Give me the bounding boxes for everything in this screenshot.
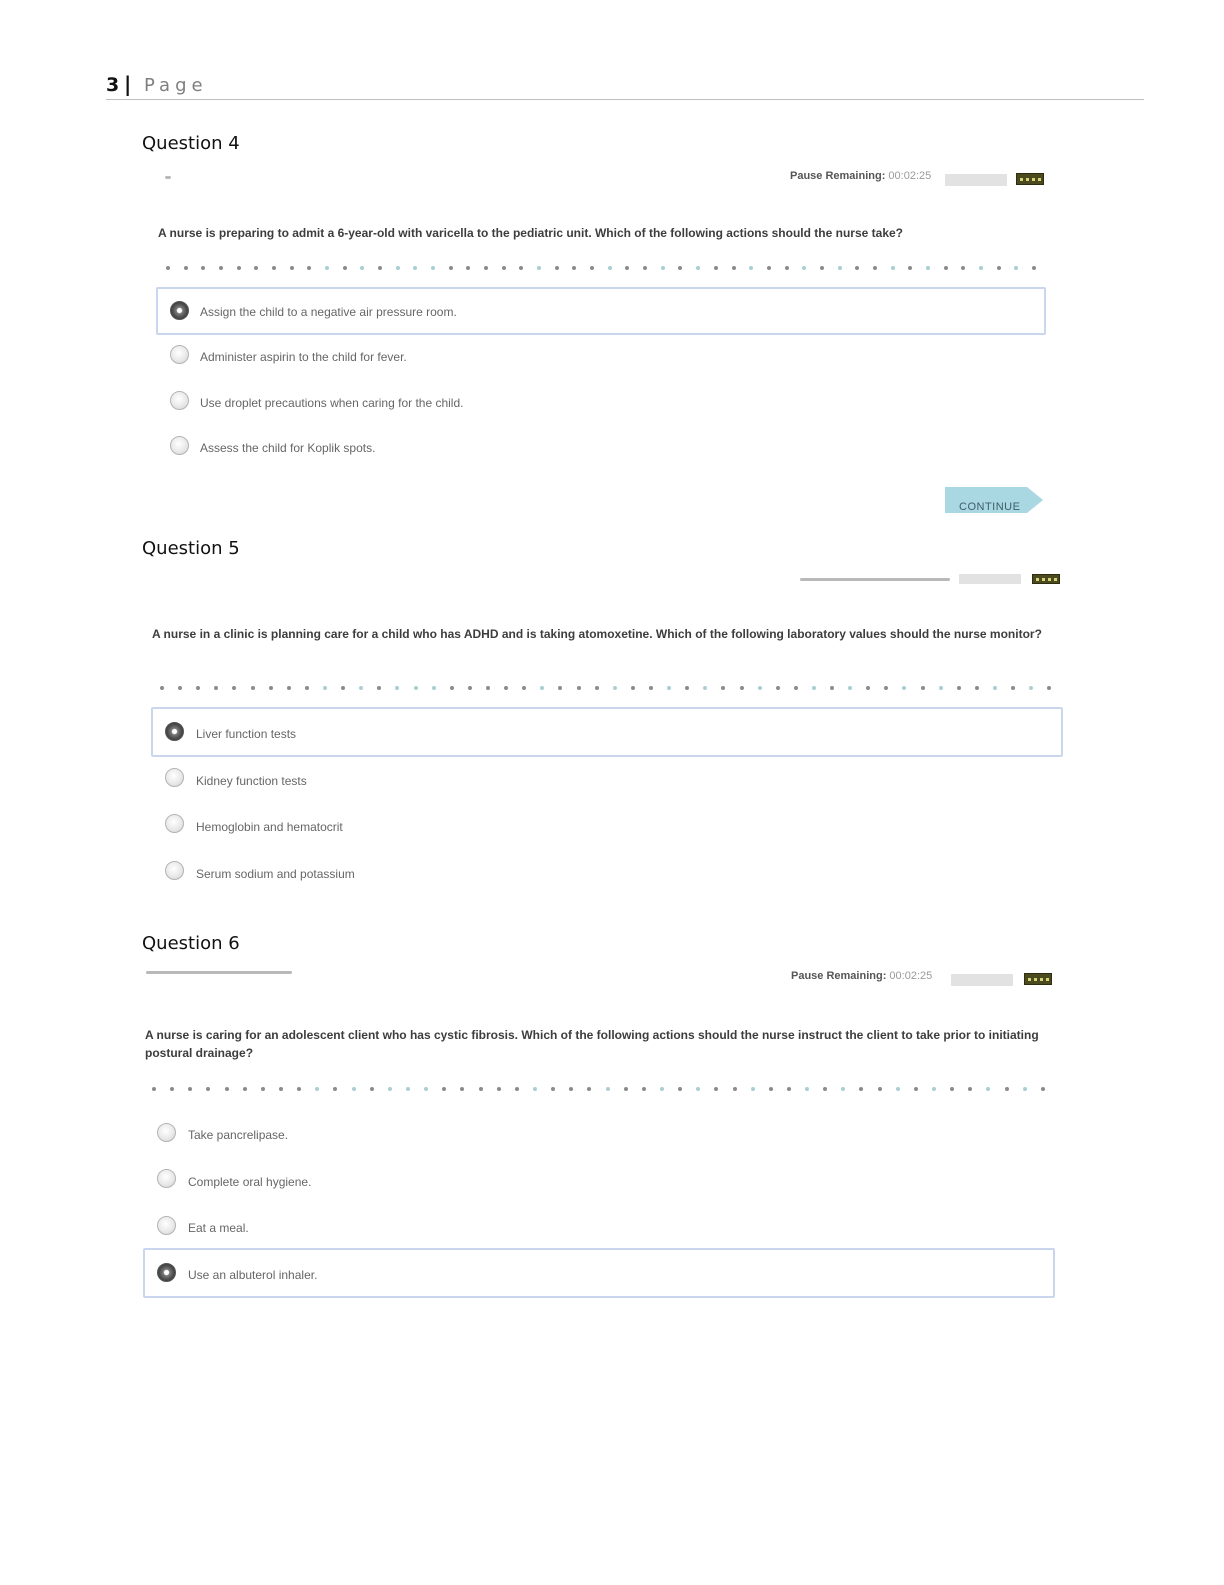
progress-dot <box>590 266 594 270</box>
progress-dot <box>957 686 961 690</box>
progress-dot <box>359 686 363 690</box>
answer-option-label[interactable]: Use droplet precautions when caring for the child. <box>200 396 464 410</box>
progress-dot <box>486 686 490 690</box>
progress-dot <box>950 1087 954 1091</box>
radio-button-selected[interactable] <box>157 1263 176 1282</box>
progress-dot <box>323 686 327 690</box>
progress-dot <box>497 1087 501 1091</box>
progress-dot <box>188 1087 192 1091</box>
progress-dot <box>873 266 877 270</box>
progress-dot <box>1029 686 1033 690</box>
progress-dot <box>540 686 544 690</box>
progress-dot <box>714 1087 718 1091</box>
progress-dot <box>848 686 852 690</box>
progress-dot <box>1047 686 1051 690</box>
progress-dot <box>206 1087 210 1091</box>
answer-option-label[interactable]: Use an albuterol inhaler. <box>188 1268 318 1282</box>
pause-remaining <box>791 970 932 982</box>
continue-arrow-icon <box>1027 487 1043 513</box>
progress-dot <box>522 686 526 690</box>
progress-dot <box>232 686 236 690</box>
progress-dot <box>341 686 345 690</box>
progress-dot <box>855 266 859 270</box>
progress-dots <box>166 265 1036 271</box>
progress-dot <box>751 1087 755 1091</box>
progress-dot <box>961 266 965 270</box>
progress-dot <box>519 266 523 270</box>
progress-dot <box>442 1087 446 1091</box>
progress-dot <box>466 266 470 270</box>
progress-dot <box>479 1087 483 1091</box>
progress-dot <box>502 266 506 270</box>
progress-dot <box>184 266 188 270</box>
progress-dot <box>166 266 170 270</box>
radio-button[interactable] <box>157 1169 176 1188</box>
page-word: Page <box>144 75 208 96</box>
progress-dot <box>558 686 562 690</box>
progress-dot <box>395 686 399 690</box>
progress-dot <box>878 1087 882 1091</box>
faded-pause-remaining <box>800 578 950 581</box>
progress-dot <box>932 1087 936 1091</box>
progress-dot <box>413 266 417 270</box>
progress-dot <box>859 1087 863 1091</box>
continue-label: CONTINUE <box>959 501 1021 513</box>
progress-dot <box>975 686 979 690</box>
progress-dot <box>667 686 671 690</box>
faded-question-counter <box>146 971 292 974</box>
answer-option-label[interactable]: Kidney function tests <box>196 774 307 788</box>
progress-dot <box>733 1087 737 1091</box>
pause-time: 00:02:25 <box>888 170 932 182</box>
answer-option-label[interactable]: Administer aspirin to the child for fever. <box>200 350 407 364</box>
progress-dot <box>1032 266 1036 270</box>
question-stem: A nurse is caring for an adolescent client who has cystic fibrosis. Which of the following actions should the nurse instruct the client to take prior to initiating postural drainage? <box>145 1028 1039 1060</box>
progress-dot <box>830 686 834 690</box>
progress-dot <box>794 686 798 690</box>
pause-bar <box>959 574 1021 584</box>
progress-dot <box>1023 1087 1027 1091</box>
pause-bar <box>951 974 1013 986</box>
pause-remaining <box>790 170 931 182</box>
progress-dot <box>569 1087 573 1091</box>
progress-dot <box>678 266 682 270</box>
progress-dot <box>279 1087 283 1091</box>
progress-dot <box>841 1087 845 1091</box>
faded-question-counter <box>165 176 171 179</box>
progress-dot <box>414 686 418 690</box>
progress-dot <box>776 686 780 690</box>
progress-dot <box>555 266 559 270</box>
progress-dot <box>243 1087 247 1091</box>
radio-button[interactable] <box>157 1216 176 1235</box>
progress-dot <box>297 1087 301 1091</box>
progress-dot <box>450 686 454 690</box>
progress-dot <box>370 1087 374 1091</box>
progress-dot <box>378 266 382 270</box>
progress-dot <box>944 266 948 270</box>
progress-dot <box>406 1087 410 1091</box>
progress-dot <box>170 1087 174 1091</box>
progress-dot <box>802 266 806 270</box>
radio-button[interactable] <box>170 436 189 455</box>
progress-dot <box>997 266 1001 270</box>
progress-dot <box>219 266 223 270</box>
answer-option-label[interactable]: Eat a meal. <box>188 1221 249 1235</box>
answer-option-label[interactable]: Assess the child for Koplik spots. <box>200 441 376 455</box>
progress-dot <box>703 686 707 690</box>
answer-option-label[interactable]: Complete oral hygiene. <box>188 1175 312 1189</box>
question-6-heading: Question 6 <box>142 933 240 954</box>
calculator-icon[interactable] <box>1032 574 1060 584</box>
radio-button[interactable] <box>165 768 184 787</box>
progress-dot <box>649 686 653 690</box>
progress-dot <box>606 1087 610 1091</box>
progress-dot <box>343 266 347 270</box>
progress-dot <box>685 686 689 690</box>
pause-bar <box>945 174 1007 186</box>
question-stem: A nurse is preparing to admit a 6-year-old with varicella to the pediatric unit. Which of the following actions should the nurse take? <box>158 226 903 240</box>
progress-dot <box>551 1087 555 1091</box>
progress-dot <box>572 266 576 270</box>
progress-dot <box>251 686 255 690</box>
progress-dot <box>595 686 599 690</box>
progress-dot <box>1014 266 1018 270</box>
question-4-heading: Question 4 <box>142 133 240 154</box>
progress-dot <box>261 1087 265 1091</box>
calculator-icon[interactable] <box>1024 973 1052 985</box>
progress-dot <box>608 266 612 270</box>
progress-dot <box>721 686 725 690</box>
progress-dot <box>749 266 753 270</box>
progress-dot <box>838 266 842 270</box>
progress-dot <box>643 266 647 270</box>
progress-dots <box>160 685 1052 691</box>
answer-option-label[interactable]: Liver function tests <box>196 727 297 741</box>
progress-dot <box>926 266 930 270</box>
progress-dot <box>237 266 241 270</box>
progress-dot <box>432 686 436 690</box>
progress-dot <box>902 686 906 690</box>
progress-dot <box>696 1087 700 1091</box>
progress-dot <box>986 1087 990 1091</box>
progress-dot <box>993 686 997 690</box>
progress-dot <box>515 1087 519 1091</box>
progress-dot <box>631 686 635 690</box>
progress-dot <box>460 1087 464 1091</box>
progress-dot <box>325 266 329 270</box>
progress-dot <box>896 1087 900 1091</box>
radio-button[interactable] <box>157 1123 176 1142</box>
progress-dot <box>1011 686 1015 690</box>
progress-dot <box>201 266 205 270</box>
progress-dot <box>624 1087 628 1091</box>
progress-dot <box>287 686 291 690</box>
progress-dot <box>625 266 629 270</box>
progress-dot <box>696 266 700 270</box>
progress-dot <box>921 686 925 690</box>
progress-dot <box>196 686 200 690</box>
answer-option-label[interactable]: Hemoglobin and hematocrit <box>196 820 343 834</box>
progress-dot <box>939 686 943 690</box>
radio-button-selected[interactable] <box>170 301 189 320</box>
pause-label: Pause Remaining: <box>791 970 887 982</box>
pause-time: 00:02:25 <box>889 970 933 982</box>
progress-dot <box>1041 1087 1045 1091</box>
progress-dot <box>352 1087 356 1091</box>
progress-dot <box>214 686 218 690</box>
progress-dot <box>290 266 294 270</box>
answer-option-label[interactable]: Assign the child to a negative air pressure room. <box>200 305 457 319</box>
progress-dot <box>660 1087 664 1091</box>
question-stem: A nurse in a clinic is planning care for a child who has ADHD and is taking atomoxetine. Which of the following laboratory values should the nurse monitor? <box>152 627 1042 641</box>
progress-dot <box>979 266 983 270</box>
radio-button[interactable] <box>170 391 189 410</box>
progress-dot <box>178 686 182 690</box>
progress-dot <box>484 266 488 270</box>
progress-dot <box>785 266 789 270</box>
progress-dot <box>812 686 816 690</box>
progress-dot <box>533 1087 537 1091</box>
progress-dot <box>805 1087 809 1091</box>
progress-dot <box>333 1087 337 1091</box>
progress-dot <box>884 686 888 690</box>
question-5-heading: Question 5 <box>142 538 240 559</box>
progress-dot <box>914 1087 918 1091</box>
progress-dot <box>661 266 665 270</box>
progress-dot <box>424 1087 428 1091</box>
progress-dot <box>272 266 276 270</box>
progress-dot <box>305 686 309 690</box>
progress-dots <box>152 1086 1045 1092</box>
progress-dot <box>1005 1087 1009 1091</box>
progress-dot <box>740 686 744 690</box>
progress-dot <box>360 266 364 270</box>
progress-dot <box>866 686 870 690</box>
progress-dot <box>587 1087 591 1091</box>
progress-dot <box>787 1087 791 1091</box>
page-header <box>106 72 1144 100</box>
radio-button-selected[interactable] <box>165 722 184 741</box>
progress-dot <box>504 686 508 690</box>
page-separator: | <box>124 72 132 96</box>
progress-dot <box>160 686 164 690</box>
radio-button[interactable] <box>170 345 189 364</box>
progress-dot <box>537 266 541 270</box>
progress-dot <box>577 686 581 690</box>
radio-button[interactable] <box>165 814 184 833</box>
progress-dot <box>449 266 453 270</box>
continue-button[interactable] <box>945 487 1043 513</box>
progress-dot <box>820 266 824 270</box>
progress-dot <box>642 1087 646 1091</box>
progress-dot <box>468 686 472 690</box>
progress-dot <box>396 266 400 270</box>
progress-dot <box>823 1087 827 1091</box>
progress-dot <box>678 1087 682 1091</box>
progress-dot <box>968 1087 972 1091</box>
progress-dot <box>315 1087 319 1091</box>
pause-label: Pause Remaining: <box>790 170 886 182</box>
answer-option-label[interactable]: Serum sodium and potassium <box>196 867 355 881</box>
calculator-icon[interactable] <box>1016 173 1044 185</box>
page-number: 3 <box>106 74 120 96</box>
progress-dot <box>891 266 895 270</box>
progress-dot <box>613 686 617 690</box>
progress-dot <box>908 266 912 270</box>
progress-dot <box>769 1087 773 1091</box>
progress-dot <box>269 686 273 690</box>
progress-dot <box>307 266 311 270</box>
progress-dot <box>767 266 771 270</box>
progress-dot <box>758 686 762 690</box>
progress-dot <box>254 266 258 270</box>
progress-dot <box>152 1087 156 1091</box>
progress-dot <box>388 1087 392 1091</box>
progress-dot <box>225 1087 229 1091</box>
radio-button[interactable] <box>165 861 184 880</box>
progress-dot <box>431 266 435 270</box>
answer-option-label[interactable]: Take pancrelipase. <box>188 1128 289 1142</box>
progress-dot <box>732 266 736 270</box>
progress-dot <box>714 266 718 270</box>
progress-dot <box>377 686 381 690</box>
